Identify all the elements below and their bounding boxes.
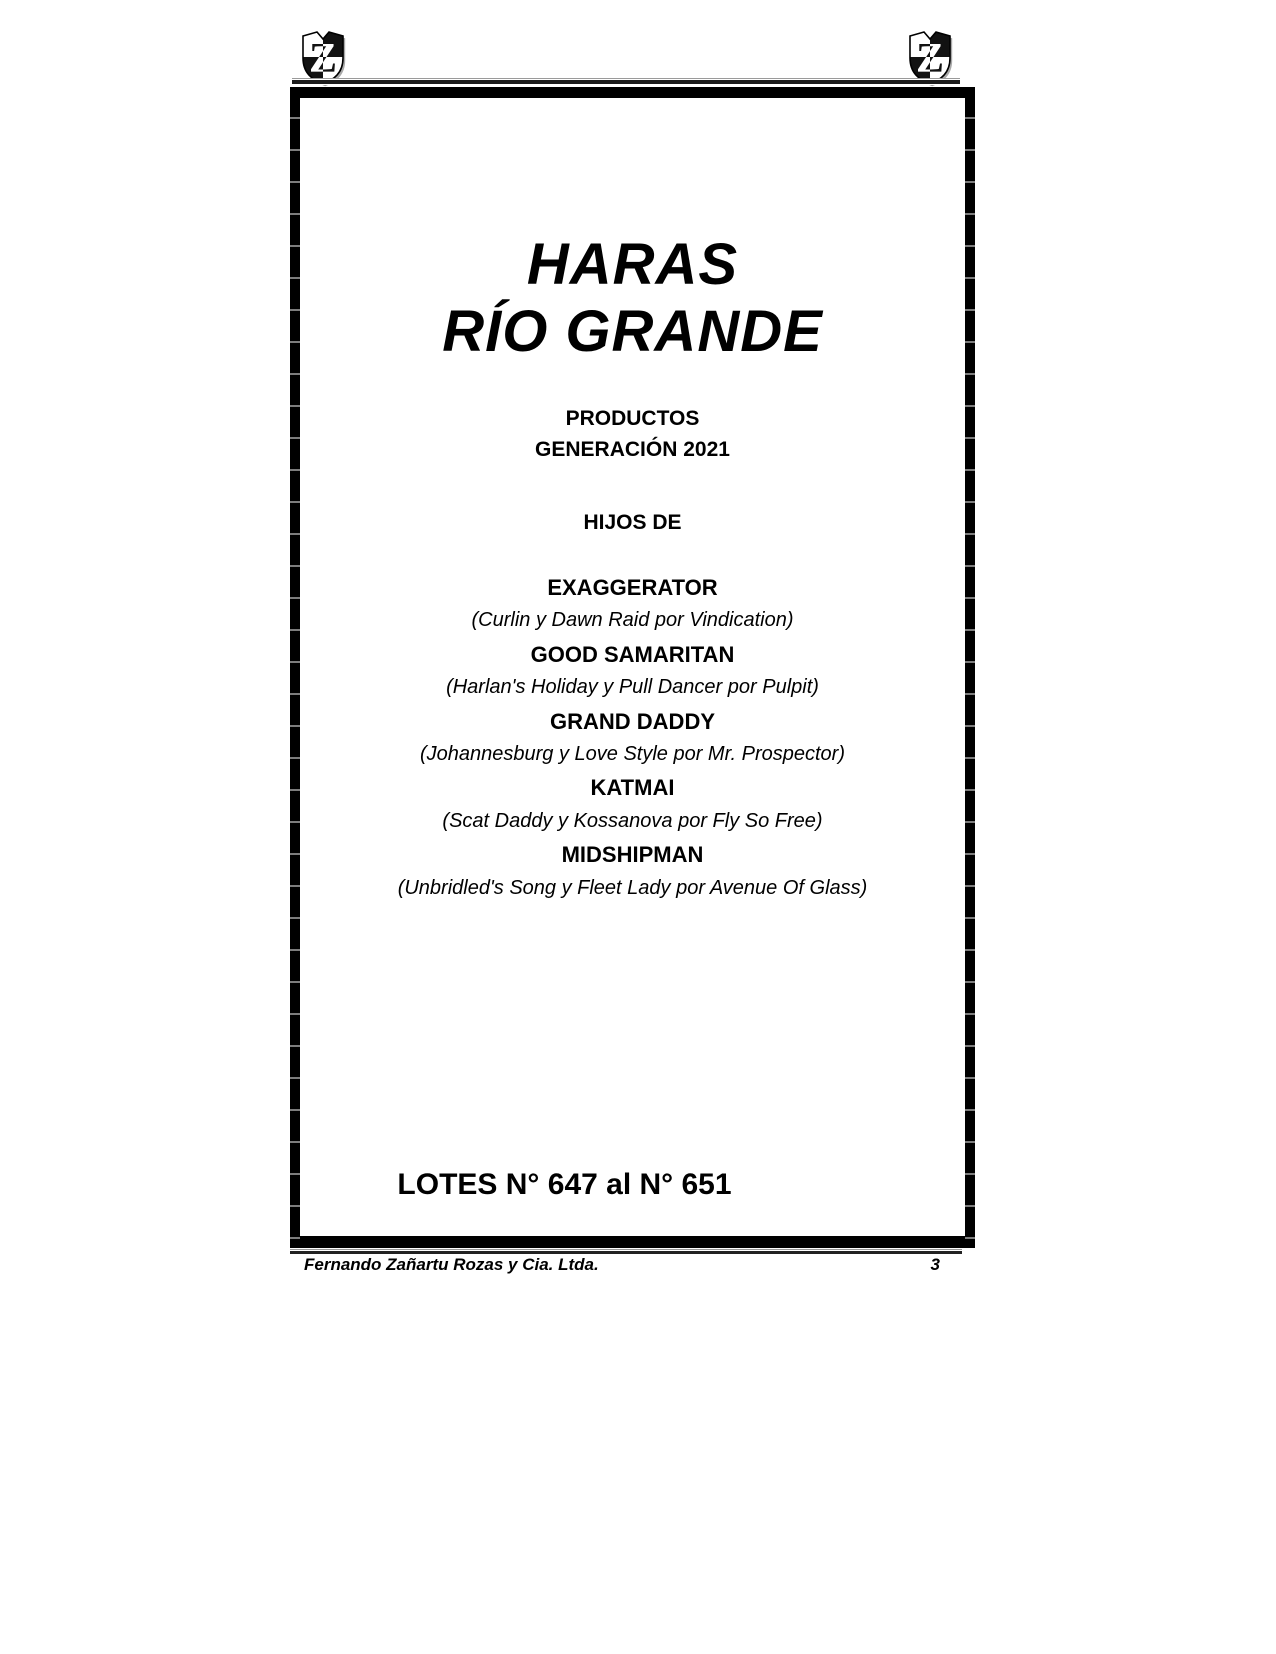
footer-page-number: 3	[930, 1255, 940, 1274]
sire-list	[290, 571, 975, 905]
sire-entry	[290, 638, 975, 705]
footer-company-name: Fernando Zañartu Rozas y Cia. Ltda.	[304, 1255, 599, 1274]
sire-entry	[290, 838, 975, 905]
sire-name: MIDSHIPMAN	[561, 842, 704, 868]
sire-pedigree: (Curlin y Dawn Raid por Vindication)	[471, 609, 794, 632]
title-line-2: RÍO GRANDE	[442, 299, 823, 364]
subtitle	[290, 403, 975, 465]
sire-name: EXAGGERATOR	[547, 575, 718, 600]
sire-entry	[290, 771, 975, 838]
footer-rule	[290, 1249, 962, 1254]
sire-pedigree: (Johannesburg y Love Style por Mr. Prospector)	[419, 743, 845, 766]
page-title	[290, 231, 975, 365]
section-heading: HIJOS DE	[583, 511, 682, 534]
subtitle-line-1: PRODUCTOS	[565, 407, 700, 430]
header-rule	[292, 78, 960, 85]
sire-entry	[290, 571, 975, 638]
lots-range: LOTES N° 647 al N° 651	[397, 1168, 732, 1201]
subtitle-line-2: GENERACIÓN 2021	[535, 438, 730, 461]
box-border-top	[290, 87, 975, 98]
sire-pedigree: (Scat Daddy y Kossanova por Fly So Free)	[442, 809, 823, 832]
sire-name: KATMAI	[590, 775, 675, 801]
title-line-1: HARAS	[526, 232, 739, 297]
sire-name: GRAND DADDY	[550, 708, 715, 734]
cover-box	[290, 87, 975, 1248]
sire-pedigree: (Unbridled's Song y Fleet Lady por Avenue Of Glass)	[397, 876, 868, 899]
sire-pedigree: (Harlan's Holiday y Pull Dancer por Pulpit)	[446, 676, 819, 699]
box-border-bottom	[290, 1236, 975, 1248]
sire-entry	[290, 705, 975, 772]
sire-name: GOOD SAMARITAN	[530, 641, 735, 667]
footer	[290, 1255, 962, 1275]
